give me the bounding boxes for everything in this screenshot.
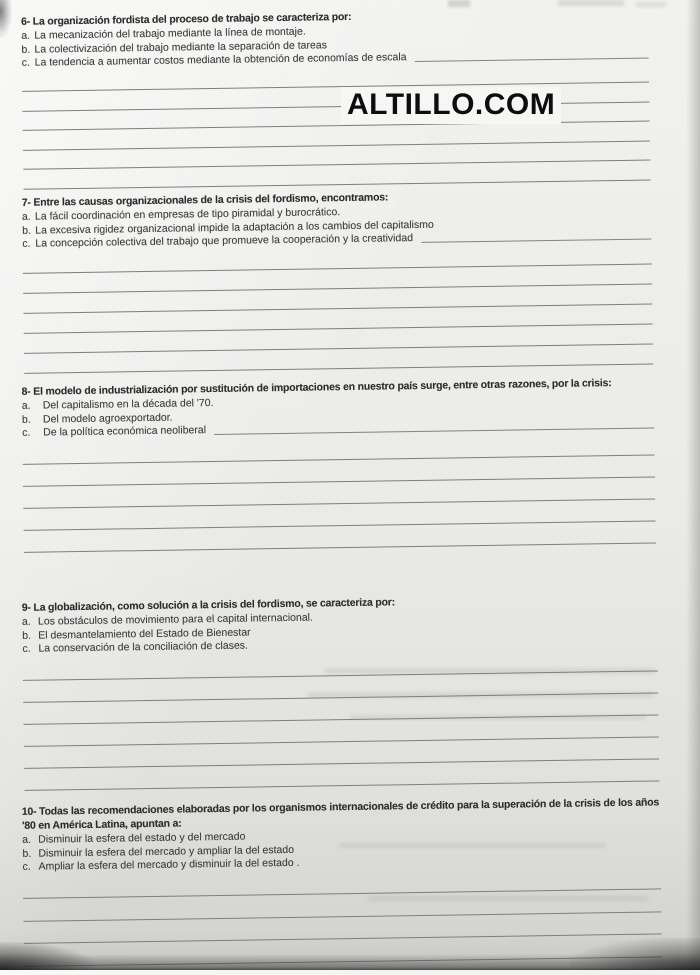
option-label: c. — [21, 56, 30, 69]
question-9 — [22, 591, 660, 790]
option-label: a. — [21, 615, 31, 628]
option-text: El desmantelamiento del Estado de Bienestar — [38, 625, 251, 642]
answer-line-partial — [421, 229, 651, 243]
answer-lines — [23, 244, 654, 373]
question-heading: 7- Entre las causas organizacionales de la crisis del fordismo, encontramos: — [21, 191, 389, 209]
option-text: Disminuir la esfera del estado y del mercado — [38, 830, 246, 846]
option-label: c. — [22, 426, 31, 439]
watermark: ALTILLO.COM — [341, 87, 561, 124]
option-label: b. — [21, 413, 31, 426]
answer-lines — [22, 433, 656, 552]
answer-lines — [23, 867, 662, 966]
option-text: De la política económica neoliberal — [43, 424, 207, 439]
option-text: Del modelo agroexportador. — [42, 411, 173, 426]
question-10 — [22, 795, 662, 966]
options-list — [22, 824, 661, 874]
option-label: a. — [21, 210, 31, 223]
option-label: b. — [22, 224, 32, 237]
option-text: La fácil coordinación en empresas de tipo piramidal y burocrático. — [34, 206, 341, 223]
question-heading: 9- La globalización, como solución a la crisis del fordismo, se caracteriza por: — [21, 596, 396, 614]
option-label: b. — [21, 43, 31, 56]
option-label: a. — [21, 399, 31, 412]
question-heading: 6- La organización fordista del proceso de trabajo se caracteriza por: — [21, 10, 352, 28]
options-list — [21, 21, 649, 71]
option-label: b. — [22, 629, 32, 642]
question-7 — [22, 187, 654, 374]
option-text: La concepción colectiva del trabajo que promueve la cooperación y la creatividad — [35, 232, 414, 250]
question-8 — [21, 375, 655, 552]
option-label: c. — [22, 642, 31, 655]
options-list — [22, 202, 652, 252]
option-text: La excesiva rigidez organizacional impide la adaptación a los cambios del capitalismo — [35, 218, 434, 237]
option-text: Los obstáculos de movimiento para el capital internacional. — [37, 611, 313, 628]
option-text: Ampliar la esfera del mercado y disminuir la del estado . — [38, 856, 300, 873]
options-list — [22, 390, 655, 440]
question-heading: 8- El modelo de industrialización por sustitución de importaciones en nuestro país surge, entre otras razones, por la crisis: — [21, 377, 612, 398]
option-label: b. — [22, 847, 32, 860]
option-text: La tendencia a aumentar costos mediante la obtención de economías de escala — [34, 51, 407, 69]
option-label: a. — [21, 29, 31, 42]
option-label: a. — [22, 833, 32, 846]
option-label: c. — [22, 237, 31, 250]
option-label: c. — [22, 860, 31, 873]
question-heading: 10- Todas las recomendaciones elaboradas por los organismos internacionales de crédito para la superación de la crisis de los años '80 en América Latina, apuntan a: — [21, 796, 660, 832]
answer-lines — [23, 649, 660, 790]
answer-lines — [22, 63, 651, 189]
options-list — [22, 606, 658, 656]
option-text: La mecanización del trabajo mediante la línea de montaje. — [34, 25, 306, 42]
answer-line-partial — [414, 48, 648, 62]
option-text: La colectivización del trabajo mediante la separación de tareas — [34, 38, 327, 56]
option-text: Disminuir la esfera del mercado y ampliar la del estado — [38, 843, 295, 860]
option-text: Del capitalismo en la década del '70. — [42, 397, 214, 412]
option-text: La conservación de la conciliación de clases. — [38, 639, 249, 655]
